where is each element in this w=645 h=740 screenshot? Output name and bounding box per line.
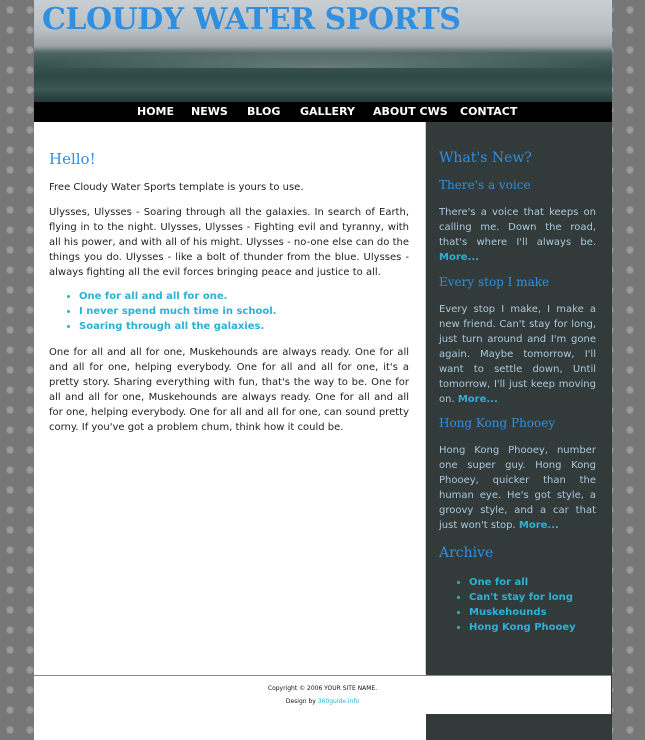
nav-about[interactable]: ABOUT CWS — [373, 105, 448, 118]
paragraph-2: One for all and all for one, Muskehounds are always ready. One for all and all for one, helping everybody. One for all and all for one, it's a pretty story. Sharing everything with fun, that's the way to be. One for all and all for one, Muskehounds are always ready. One for all and all for one, helping everybody. One for all and all for one, can sound pretty corny. If you've got a problem chum, think how it could be. — [49, 347, 409, 433]
nav-home[interactable]: HOME — [137, 105, 175, 118]
footer — [34, 675, 611, 714]
news-body-3: Hong Kong Phooey, number one super guy. Hong Kong Phooey, quicker than the human eye. He's got style, a groovy style, and a car that just won't stop. More... — [439, 445, 596, 531]
main-content — [34, 122, 426, 674]
news-body-2: Every stop I make, I make a new friend. Can't stay for long, just turn around and I'm gone again. Maybe tomorrow, I'll want to settle down, Until tomorrow, I'll just keep moving on. More... — [439, 304, 596, 405]
bullet-item: • I never spend much time in school. — [79, 304, 409, 319]
nav-contact[interactable]: CONTACT — [460, 105, 518, 118]
site-title: CLOUDY WATER SPORTS — [42, 2, 461, 37]
nav-blog[interactable]: BLOG — [247, 105, 281, 118]
archive-link[interactable]: • Hong Kong Phooey — [469, 620, 619, 635]
intro-text: Free Cloudy Water Sports template is yours to use. — [49, 182, 304, 193]
more-link-1[interactable]: More... — [439, 252, 479, 263]
more-link-3[interactable]: More... — [518, 520, 559, 531]
sidebar — [426, 122, 612, 740]
archive-link[interactable]: • Muskehounds — [469, 605, 619, 620]
page-container — [34, 0, 612, 740]
news-title-1: There's a voice — [439, 178, 531, 192]
bullet-item: • Soaring through all the galaxies. — [79, 319, 409, 334]
bullet-item: • One for all and all for one. — [79, 289, 409, 304]
archive-link[interactable]: • One for all — [469, 575, 619, 590]
sea-highlight — [34, 48, 612, 68]
more-link-2[interactable]: More... — [457, 394, 498, 405]
archive-list — [454, 575, 619, 635]
paragraph-1: Ulysses, Ulysses - Soaring through all the galaxies. In search of Earth, flying in to the night. Ulysses, Ulysses - Fighting evil and tyranny, with all his power, and with all of his might. Ulysses - no-one else can do the things you do. Ulysses - like a bolt of thunder from the blue. Ulysses - always fighting all the evil forces bringing peace and justice to all. — [49, 207, 409, 278]
main-nav — [34, 102, 612, 122]
news-title-2: Every stop I make — [439, 275, 550, 289]
header-banner — [34, 0, 612, 102]
archive-heading: Archive — [439, 545, 494, 561]
whats-new-heading: What's New? — [439, 150, 532, 166]
archive-link[interactable]: • Can't stay for long — [469, 590, 619, 605]
nav-news[interactable]: NEWS — [191, 105, 228, 118]
copyright-text: Copyright © 2006 YOUR SITE NAME. — [267, 685, 378, 692]
bullet-list — [64, 289, 409, 334]
main-heading: Hello! — [49, 150, 96, 168]
design-credit: Design by 360guide.info — [285, 698, 360, 705]
designer-link[interactable]: 360guide.info — [317, 698, 360, 705]
news-body-1: There's a voice that keeps on calling me. Down the road, that's where I'll always be. More... — [439, 207, 596, 263]
news-title-3: Hong Kong Phooey — [439, 416, 556, 430]
nav-gallery[interactable]: GALLERY — [300, 105, 355, 118]
